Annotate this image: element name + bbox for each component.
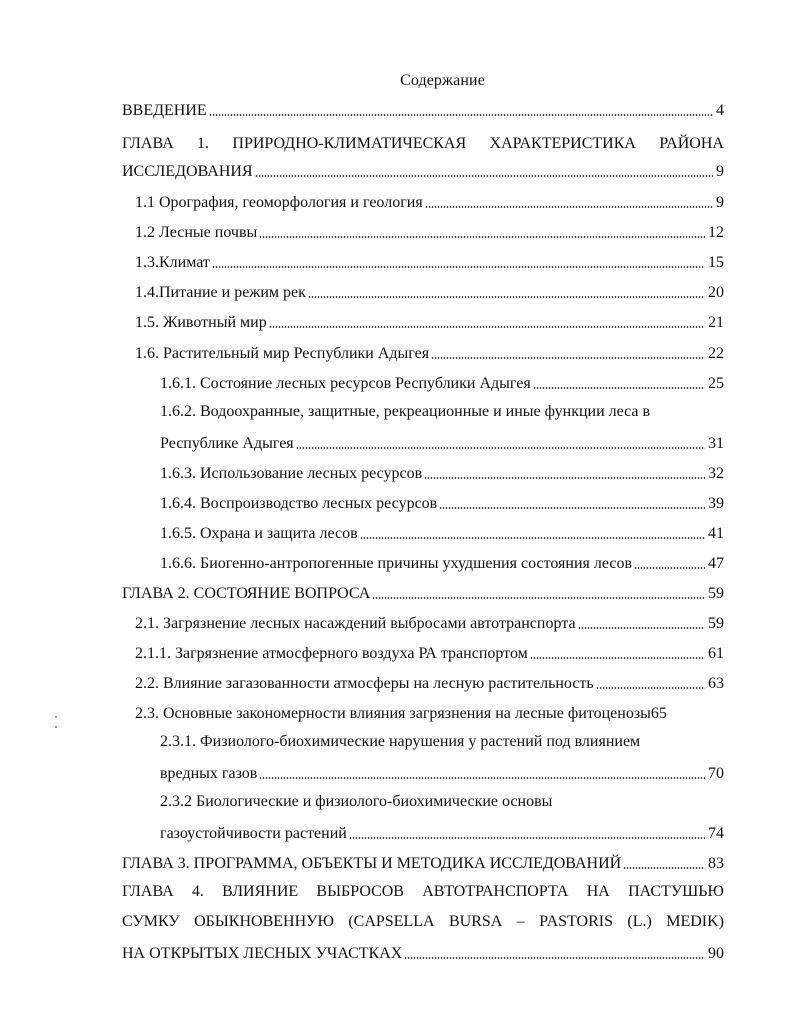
toc-page-number: 74 xyxy=(708,825,724,842)
toc-entry-text: 1.2 Лесные почвы xyxy=(135,224,258,241)
toc-entry-text: 1.5. Животный мир xyxy=(135,314,267,331)
toc-entry-text: 1.6.5. Охрана и защита лесов xyxy=(160,525,358,542)
leader-dots xyxy=(308,296,705,298)
toc-entry-1-6-3[interactable] xyxy=(160,461,724,483)
word: ОБЫКНОВЕННУЮ xyxy=(194,913,334,930)
toc-page-number: 47 xyxy=(708,555,724,572)
toc-entry-1-6-2-line1[interactable]: 1.6.2. Водоохранные, защитные, рекреационные и иные функции леса в xyxy=(160,403,651,420)
leader-dots xyxy=(425,206,713,208)
toc-page-number: 41 xyxy=(708,525,724,542)
leader-dots xyxy=(578,627,705,629)
scan-speck xyxy=(55,716,57,718)
word: MEDIK) xyxy=(666,913,724,930)
page-title: Содержание xyxy=(400,72,485,89)
toc-page-number: 90 xyxy=(708,945,724,962)
toc-entry-text: НА ОТКРЫТЫХ ЛЕСНЫХ УЧАСТКАХ xyxy=(122,945,403,962)
leader-dots xyxy=(431,357,705,359)
toc-entry-text: Республике Адыгея xyxy=(160,435,294,452)
toc-page-number: 20 xyxy=(708,284,724,301)
toc-entry-chapter1-line1[interactable] xyxy=(122,133,724,155)
toc-entry-1-6-6[interactable] xyxy=(160,551,724,573)
toc-entry-text: 2.1.1. Загрязнение атмосферного воздуха РА транспортом xyxy=(135,645,528,662)
toc-entry-2-1[interactable] xyxy=(135,611,724,633)
toc-entry-text: ВВЕДЕНИЕ xyxy=(122,102,207,119)
toc-entry-1-6-4[interactable] xyxy=(160,491,724,513)
toc-entry-chapter4-line3[interactable] xyxy=(122,941,724,963)
toc-entry-1-1[interactable] xyxy=(135,190,724,212)
toc-page-number: 25 xyxy=(708,375,724,392)
leader-dots xyxy=(372,597,705,599)
toc-entry-2-3-1-line1[interactable]: 2.3.1. Физиолого-биохимические нарушения у растений под влиянием xyxy=(160,733,641,750)
leader-dots xyxy=(259,236,705,238)
toc-entry-2-1-1[interactable] xyxy=(135,641,724,663)
word: PASTORIS xyxy=(539,913,613,930)
leader-dots xyxy=(209,114,713,116)
leader-dots xyxy=(255,175,713,177)
toc-page-number: 59 xyxy=(708,615,724,632)
word: (CAPSELLA xyxy=(348,913,435,930)
word: ХАРАКТЕРИСТИКА xyxy=(489,135,636,152)
word: ВЫБРОСОВ xyxy=(316,883,404,900)
leader-dots xyxy=(212,266,705,268)
leader-dots xyxy=(634,567,705,569)
toc-entry-text: 2.1. Загрязнение лесных насаждений выбросами автотранспорта xyxy=(135,615,576,632)
word: ГЛАВА xyxy=(122,883,174,900)
word: ПРИРОДНО-КЛИМАТИЧЕСКАЯ xyxy=(232,135,467,152)
leader-dots xyxy=(296,447,705,449)
toc-entry-1-6-2-line2[interactable] xyxy=(160,431,724,453)
toc-entry-2-3-1-line2[interactable] xyxy=(160,761,724,783)
word: – xyxy=(516,913,525,930)
toc-entry-chapter3[interactable] xyxy=(122,851,724,873)
leader-dots xyxy=(360,537,705,539)
leader-dots xyxy=(623,867,705,869)
toc-page-number: 9 xyxy=(716,194,724,211)
toc-entry-1-3[interactable] xyxy=(135,250,724,272)
toc-entry-text: 1.6.6. Биогенно-антропогенные причины ухудшения состояния лесов xyxy=(160,555,633,572)
leader-dots xyxy=(404,957,705,959)
toc-page-number: 65 xyxy=(650,705,667,722)
toc-page-number: 9 xyxy=(716,163,724,180)
word: ГЛАВА xyxy=(122,135,174,152)
toc-page-number: 22 xyxy=(708,345,724,362)
toc-page-number: 61 xyxy=(708,645,724,662)
word: АВТОТРАНСПОРТА xyxy=(422,883,569,900)
leader-dots xyxy=(596,687,705,689)
leader-dots xyxy=(424,477,705,479)
toc-page-number: 59 xyxy=(708,585,724,602)
toc-page-number: 15 xyxy=(708,254,724,271)
word: 1. xyxy=(197,135,210,152)
toc-entry-intro[interactable] xyxy=(122,98,724,120)
word: СУМКУ xyxy=(122,913,180,930)
toc-entry-text: 1.1 Орография, геоморфология и геология xyxy=(135,194,423,211)
toc-page-number: 12 xyxy=(708,224,724,241)
toc-entry-2-2[interactable] xyxy=(135,671,724,693)
toc-page-number: 32 xyxy=(708,465,724,482)
toc-entry-text: газоустойчивости растений xyxy=(160,825,347,842)
toc-entry-text: ГЛАВА 3. ПРОГРАММА, ОБЪЕКТЫ И МЕТОДИКА ИССЛЕДОВАНИЙ xyxy=(122,855,622,872)
toc-entry-1-2[interactable] xyxy=(135,220,724,242)
toc-entry-text: 1.3.Климат xyxy=(135,254,210,271)
scan-speck xyxy=(55,726,57,728)
toc-entry-1-5[interactable] xyxy=(135,310,724,332)
leader-dots xyxy=(530,657,705,659)
toc-page-number: 70 xyxy=(708,765,724,782)
toc-page-number: 21 xyxy=(708,314,724,331)
toc-entry-1-6[interactable] xyxy=(135,341,724,363)
toc-entry-chapter2[interactable] xyxy=(122,581,724,603)
word: ВЛИЯНИЕ xyxy=(222,883,299,900)
toc-entry-text: вредных газов xyxy=(160,765,258,782)
toc-entry-2-3[interactable] xyxy=(135,701,724,723)
toc-entry-text: 2.2. Влияние загазованности атмосферы на лесную растительность xyxy=(135,675,594,692)
toc-entry-chapter4-line2[interactable] xyxy=(122,911,724,933)
toc-entry-2-3-2-line2[interactable] xyxy=(160,821,724,843)
word: РАЙОНА xyxy=(659,135,724,152)
toc-entry-text: ГЛАВА 2. СОСТОЯНИЕ ВОПРОСА xyxy=(122,585,371,602)
toc-entry-2-3-2-line1[interactable]: 2.3.2 Биологические и физиолого-биохимические основы xyxy=(160,793,553,810)
toc-page-number: 63 xyxy=(708,675,724,692)
word: ПАСТУШЬЮ xyxy=(628,883,724,900)
leader-dots xyxy=(349,837,705,839)
leader-dots xyxy=(259,777,705,779)
leader-dots xyxy=(269,326,705,328)
toc-page-number: 31 xyxy=(708,435,724,452)
toc-page-number: 39 xyxy=(708,495,724,512)
toc-entry-text: 1.6.3. Использование лесных ресурсов xyxy=(160,465,423,482)
toc-entry-text: 1.6.4. Воспроизводство лесных ресурсов xyxy=(160,495,438,512)
toc-page-number: 83 xyxy=(708,855,724,872)
word: 4. xyxy=(191,883,204,900)
toc-entry-text: ИССЛЕДОВАНИЯ xyxy=(122,163,253,180)
leader-dots xyxy=(533,387,705,389)
toc-entry-chapter1-line2[interactable] xyxy=(122,159,724,181)
leader-dots xyxy=(439,507,705,509)
toc-entry-1-6-5[interactable] xyxy=(160,521,724,543)
toc-entry-text: 1.6.1. Состояние лесных ресурсов Республики Адыгея xyxy=(160,375,531,392)
toc-entry-text: 1.6. Растительный мир Республики Адыгея xyxy=(135,345,430,362)
toc-page-number: 4 xyxy=(716,102,724,119)
toc-entry-text: 1.4.Питание и режим рек xyxy=(135,284,306,301)
toc-entry-text: 2.3. Основные закономерности влияния загрязнения на лесные фитоценозы xyxy=(135,705,651,722)
toc-entry-1-4[interactable] xyxy=(135,280,724,302)
word: (L.) xyxy=(627,913,652,930)
toc-entry-chapter4-line1[interactable] xyxy=(122,881,724,903)
word: BURSA xyxy=(448,913,503,930)
toc-entry-1-6-1[interactable] xyxy=(160,371,724,393)
word: НА xyxy=(586,883,610,900)
